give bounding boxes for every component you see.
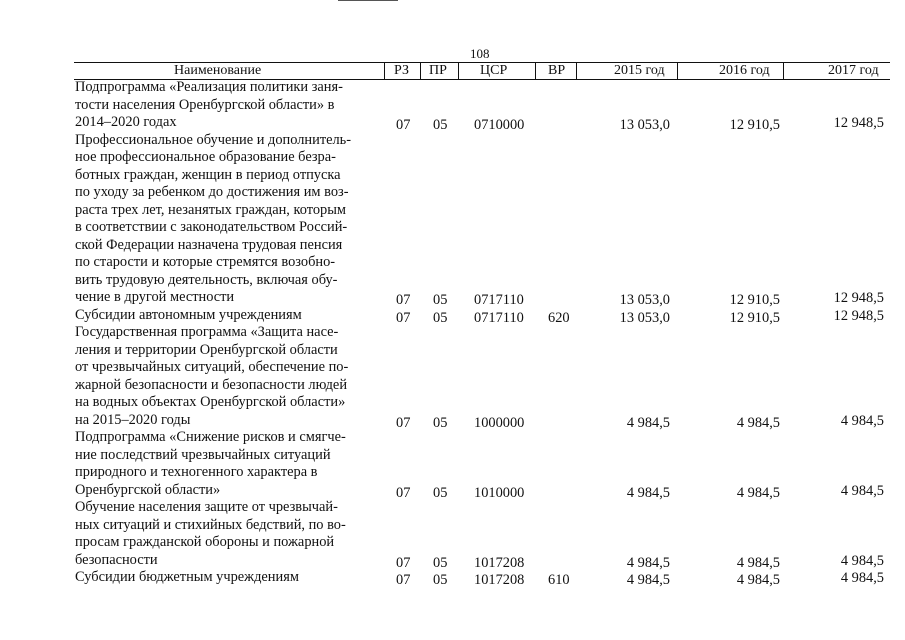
header-2015: 2015 год — [614, 63, 665, 78]
row-name-line: Государственная программа «Защита насе- — [75, 324, 339, 340]
cell-pr: 05 — [433, 554, 448, 571]
header-divider — [420, 63, 421, 79]
row-name — [75, 307, 375, 325]
cell-2017: 12 948,5 — [833, 290, 884, 306]
row-name-line: раста трех лет, незанятых граждан, которым — [75, 201, 347, 218]
cell-2017: 12 948,5 — [833, 115, 884, 131]
header-divider — [458, 63, 459, 79]
cell-2017: 4 984,5 — [840, 412, 884, 429]
cell-2015: 13 053,0 — [619, 292, 670, 308]
row-name — [75, 569, 375, 587]
cell-csr: 0710000 — [474, 117, 525, 133]
cell-2015: 4 984,5 — [626, 484, 670, 501]
row-name-line: ботных граждан, женщин в период отпуска — [75, 166, 341, 183]
cell-2017: 4 984,5 — [840, 552, 884, 569]
cell-rz: 07 — [396, 309, 411, 326]
row-name-line: ное профессиональное образование безра- — [75, 149, 336, 165]
row-name-line: ных ситуаций и стихийных бедствий, по во- — [75, 516, 346, 533]
cell-2017: 4 984,5 — [840, 482, 884, 499]
cell-2016: 12 910,5 — [729, 117, 780, 133]
row-name-line: просам гражданской обороны и пожарной — [75, 534, 335, 550]
row-name-line: ние последствий чрезвычайных ситуаций — [75, 446, 331, 463]
header-divider — [535, 63, 536, 79]
row-name-line: Профессиональное обучение и дополнитель- — [75, 131, 352, 148]
cell-pr: 05 — [433, 572, 448, 588]
row-name-line: ской Федерации назначена трудовая пенсия — [75, 236, 343, 253]
cell-csr: 1017208 — [474, 554, 525, 571]
row-name-line: чение в другой местности — [75, 289, 235, 305]
row-name-line: 2014–2020 годах — [75, 114, 177, 130]
row-name-line: Субсидии автономным учреждениям — [75, 306, 302, 323]
cell-pr: 05 — [433, 484, 448, 501]
row-name-line: жарной безопасности и безопасности людей — [75, 376, 348, 393]
row-name — [75, 499, 375, 569]
cell-2016: 4 984,5 — [736, 554, 780, 571]
cell-pr: 05 — [433, 117, 448, 133]
row-name-line: на 2015–2020 годы — [75, 411, 191, 428]
header-vr: ВР — [548, 63, 566, 78]
header-divider — [677, 63, 678, 79]
cell-2015: 4 984,5 — [626, 554, 670, 571]
header-divider — [384, 63, 385, 79]
cell-2016: 12 910,5 — [729, 292, 780, 308]
cell-pr: 05 — [433, 414, 448, 431]
cell-pr: 05 — [433, 309, 448, 326]
cell-rz: 07 — [396, 484, 411, 501]
cell-2016: 4 984,5 — [736, 414, 780, 431]
table-header — [74, 62, 890, 80]
row-name-line: ления и территории Оренбургской области — [75, 341, 338, 358]
header-name: Наименование — [174, 63, 262, 78]
cell-rz: 07 — [396, 554, 411, 571]
cell-vr: 610 — [548, 572, 570, 588]
header-pr: ПР — [429, 63, 447, 78]
cell-csr: 0717110 — [474, 292, 524, 308]
row-name-line: тости населения Оренбургской области» в — [75, 96, 335, 113]
cell-csr: 1010000 — [474, 484, 525, 501]
header-2016: 2016 год — [719, 63, 770, 78]
row-name-line: по старости и которые стремятся возобно- — [75, 254, 336, 270]
page-number: 108 — [470, 46, 490, 61]
row-name-line: по уходу за ребенком до достижения им воз- — [75, 184, 349, 200]
cell-2015: 4 984,5 — [626, 572, 670, 588]
cell-2016: 12 910,5 — [729, 309, 780, 326]
row-name-line: от чрезвычайных ситуаций, обеспечение по- — [75, 359, 349, 375]
row-name-line: на водных объектах Оренбургской области» — [75, 394, 346, 410]
cell-2015: 13 053,0 — [619, 117, 670, 133]
row-name-line: Субсидии бюджетным учреждениям — [75, 569, 299, 585]
row-name-line: Подпрограмма «Реализация политики заня- — [75, 79, 343, 95]
header-divider — [783, 63, 784, 79]
header-2017: 2017 год — [828, 63, 879, 78]
row-name-line: Подпрограмма «Снижение рисков и смягче- — [75, 429, 346, 445]
row-name — [75, 79, 375, 132]
cell-rz: 07 — [396, 572, 411, 588]
cell-pr: 05 — [433, 292, 448, 308]
header-divider — [576, 63, 577, 79]
cell-2016: 4 984,5 — [736, 484, 780, 501]
cell-rz: 07 — [396, 414, 411, 431]
header-rz: РЗ — [394, 63, 409, 78]
cell-2017: 4 984,5 — [840, 570, 884, 586]
cell-csr: 0717110 — [474, 309, 524, 326]
row-name — [75, 132, 375, 307]
cell-csr: 1000000 — [474, 414, 525, 431]
row-name-line: Обучение населения защите от чрезвычай- — [75, 499, 338, 515]
header-csr: ЦСР — [480, 63, 508, 78]
cell-vr: 620 — [548, 309, 570, 326]
cell-csr: 1017208 — [474, 572, 525, 588]
cell-2017: 12 948,5 — [833, 307, 884, 324]
row-name — [75, 429, 375, 499]
row-name-line: безопасности — [75, 551, 158, 568]
row-name-line: природного и техногенного характера в — [75, 464, 318, 480]
cell-2015: 4 984,5 — [626, 414, 670, 431]
cell-2015: 13 053,0 — [619, 309, 670, 326]
row-name-line: Оренбургской области» — [75, 481, 221, 498]
row-name-line: в соответствии с законодательством Россий- — [75, 219, 348, 235]
row-name — [75, 324, 375, 429]
cell-rz: 07 — [396, 292, 411, 308]
scan-edge-mark — [338, 0, 398, 1]
row-name-line: вить трудовую деятельность, включая обу- — [75, 271, 338, 288]
cell-rz: 07 — [396, 117, 411, 133]
cell-2016: 4 984,5 — [736, 572, 780, 588]
